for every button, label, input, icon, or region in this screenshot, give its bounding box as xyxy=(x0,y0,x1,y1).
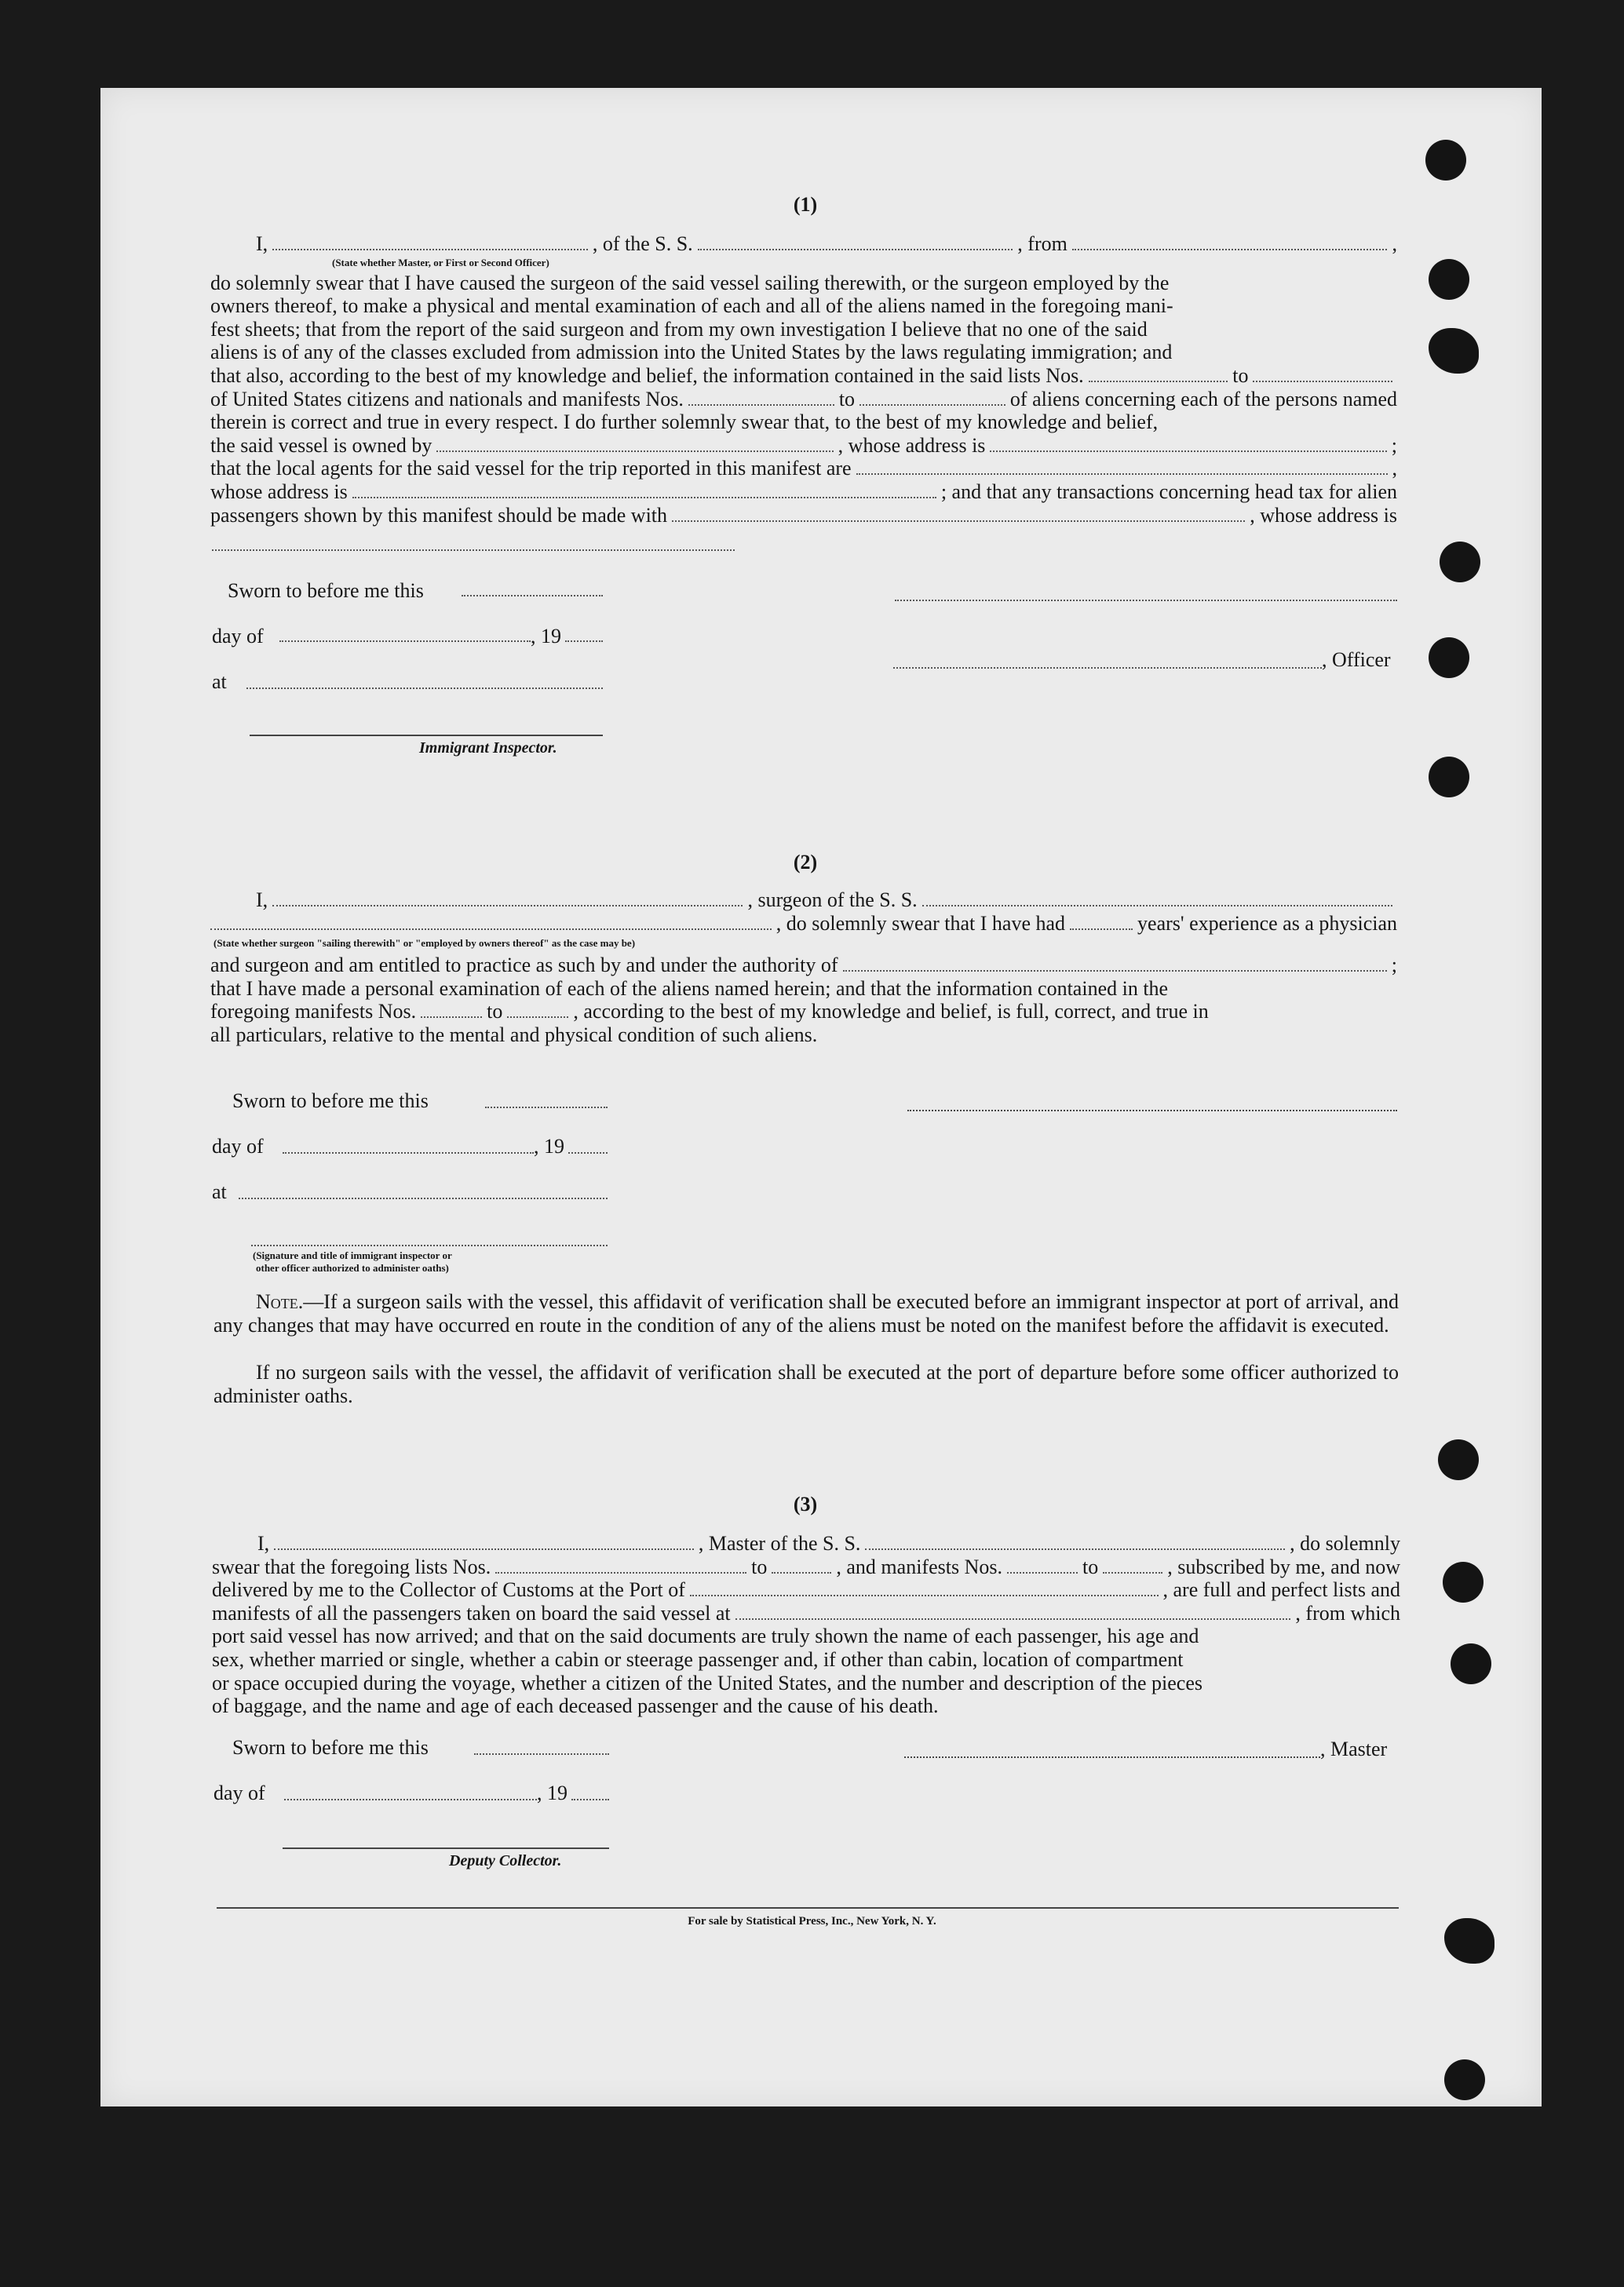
s2-manifests-to-field[interactable] xyxy=(507,1002,568,1018)
lists-from-field[interactable] xyxy=(1089,367,1228,382)
s1-line-owner: the said vessel is owned by , whose address is ; xyxy=(210,433,1397,457)
surgeon-status-field[interactable] xyxy=(210,914,772,930)
section-1-number: (1) xyxy=(793,193,818,216)
binder-hole xyxy=(1429,259,1469,300)
footer-imprint: For sale by Statistical Press, Inc., New York, N. Y. xyxy=(688,1915,936,1928)
s2-day-field[interactable] xyxy=(283,1152,534,1154)
s3-lists-to-field[interactable] xyxy=(772,1558,831,1574)
s1-day-field[interactable] xyxy=(279,640,531,642)
years-experience-field[interactable] xyxy=(1070,914,1133,930)
s1-year-label: , 19 xyxy=(531,625,561,647)
s1-officer-line[interactable] xyxy=(893,667,1322,669)
s2-manifests-from-field[interactable] xyxy=(421,1002,482,1018)
authority-field[interactable] xyxy=(843,956,1387,972)
s3-master-label: , Master xyxy=(1320,1738,1388,1760)
s1-at-label: at xyxy=(212,670,227,693)
boarding-port-field[interactable] xyxy=(735,1604,1291,1620)
s3-line-1: I, , Master of the S. S. , do solemnly xyxy=(257,1532,1400,1555)
s1-line-1: I, , of the S. S. , from , xyxy=(256,232,1397,255)
officer-name-field[interactable] xyxy=(272,235,588,250)
surgeon-name-field[interactable] xyxy=(272,891,743,906)
s1-text-line: owners thereof, to make a physical and mental examination of each and all of the aliens named in the foregoing mani- xyxy=(210,294,1173,318)
state-master-hint: (State whether Master, or First or Second Officer) xyxy=(332,256,549,268)
owner-field[interactable] xyxy=(436,436,833,452)
s3-line-3: delivered by me to the Collector of Customs at the Port of , are full and perfect lists and xyxy=(212,1578,1400,1602)
s3-master-signature-line[interactable] xyxy=(904,1756,1320,1758)
s3-year-label: , 19 xyxy=(537,1782,567,1804)
head-tax-address-field[interactable] xyxy=(212,549,735,551)
s1-inspector-signature-line[interactable] xyxy=(250,735,603,736)
s3-vessel-field[interactable] xyxy=(865,1534,1285,1550)
s1-text-line: fest sheets; that from the report of the said surgeon and from my own investigation I believe that no one of the said xyxy=(210,317,1148,341)
s1-signature-line[interactable] xyxy=(895,600,1397,601)
s2-inspector-signature-line[interactable] xyxy=(251,1245,608,1246)
s1-officer-label: , Officer xyxy=(1322,648,1391,671)
binder-hole xyxy=(1444,2059,1485,2100)
s3-year-field[interactable] xyxy=(571,1799,609,1800)
s3-deputy-signature-line[interactable] xyxy=(283,1847,609,1849)
s2-line-authority: and surgeon and am entitled to practice as such by and under the authority of ; xyxy=(210,954,1397,977)
s3-text-line: or space occupied during the voyage, whether a citizen of the United States, and the number and description of the pieces xyxy=(212,1671,1203,1694)
s3-line-4: manifests of all the passengers taken on board the said vessel at , from which xyxy=(212,1601,1400,1625)
s1-day-label: day of xyxy=(212,625,264,647)
s2-line-1: I, , surgeon of the S. S. xyxy=(210,888,1397,912)
s3-lists-from-field[interactable] xyxy=(495,1558,746,1574)
s2-signature-hint-2: other officer authorized to administer oaths) xyxy=(256,1262,449,1274)
manifests-to-field[interactable] xyxy=(859,390,1005,406)
s1-line-headtax: passengers shown by this manifest should be made with , whose address is xyxy=(210,503,1397,527)
s1-line-agents: that the local agents for the said vessel for the trip reported in this manifest are , xyxy=(210,457,1397,480)
section-2-body xyxy=(210,888,1397,1047)
s3-text-line: port said vessel has now arrived; and that on the said documents are truly shown the name of each passenger, his age and xyxy=(212,1625,1199,1648)
s1-inspector-label: Immigrant Inspector. xyxy=(419,739,557,757)
s3-day-label: day of xyxy=(213,1782,265,1804)
section-3-number: (3) xyxy=(793,1493,818,1516)
agent-address-field[interactable] xyxy=(352,483,936,498)
local-agents-field[interactable] xyxy=(856,459,1388,475)
section-2-note-2: If no surgeon sails with the vessel, the affidavit of verification shall be executed at the port of departure before some officer authorized to administer oaths. xyxy=(213,1361,1399,1407)
s2-signature-hint-1: (Signature and title of immigrant inspector or xyxy=(253,1249,452,1261)
s1-line-lists: that also, according to the best of my knowledge and belief, the information contained in the said lists Nos. to xyxy=(210,364,1397,388)
lists-to-field[interactable] xyxy=(1253,367,1392,382)
s2-year-field[interactable] xyxy=(568,1152,608,1154)
note-label: Note. xyxy=(256,1290,304,1313)
s2-text-line: all particulars, relative to the mental and physical condition of such aliens. xyxy=(210,1023,818,1046)
s2-year-label: , 19 xyxy=(534,1135,564,1158)
s1-text-line: aliens is of any of the classes excluded from admission into the United States by the laws regulating immigration; and xyxy=(210,341,1173,364)
binder-hole xyxy=(1438,1439,1479,1480)
manifests-from-field[interactable] xyxy=(688,390,834,406)
footer-rule xyxy=(217,1907,1399,1909)
s2-line-2: , do solemnly swear that I have had years' experience as a physician xyxy=(210,912,1397,936)
section-2-note xyxy=(213,1290,1399,1337)
s2-text-line: that I have made a personal examination of each of the aliens named herein; and that the information contained in the xyxy=(210,976,1169,1000)
note-text: —If a surgeon sails with the vessel, this affidavit of verification shall be executed before an immigrant inspector at port of arrival, and any changes that may have occurred en route in the condition of any of the aliens must be noted on the manifest before the affidavit is executed. xyxy=(213,1290,1399,1337)
binder-hole xyxy=(1425,140,1466,181)
head-tax-party-field[interactable] xyxy=(672,506,1245,522)
s1-text-line: do solemnly swear that I have caused the surgeon of the said vessel sailing therewith, or the surgeon employed by the xyxy=(210,271,1170,294)
s2-day-label: day of xyxy=(212,1135,264,1158)
s3-sworn-label: Sworn to before me this xyxy=(232,1736,429,1759)
section-3-body xyxy=(212,1532,1400,1718)
s3-text-line: sex, whether married or single, whether a cabin or steerage passenger and, if other than cabin, location of compartment xyxy=(212,1647,1184,1671)
from-port-field[interactable] xyxy=(1072,235,1388,250)
s2-vessel-field[interactable] xyxy=(922,891,1392,906)
s2-sworn-date-field[interactable] xyxy=(485,1107,608,1108)
s1-line-agent-address: whose address is ; and that any transactions concerning head tax for alien xyxy=(210,480,1397,503)
surgeon-status-hint: (State whether surgeon "sailing therewith" or "employed by owners thereof" as the case may be) xyxy=(213,937,636,950)
s3-sworn-date-field[interactable] xyxy=(474,1753,609,1755)
s3-day-field[interactable] xyxy=(284,1799,537,1800)
s2-signature-line[interactable] xyxy=(907,1110,1397,1111)
s3-manifests-from-field[interactable] xyxy=(1007,1558,1078,1574)
s3-manifests-to-field[interactable] xyxy=(1103,1558,1162,1574)
binder-hole xyxy=(1443,1562,1483,1603)
vessel-name-field[interactable] xyxy=(698,235,1013,250)
port-field[interactable] xyxy=(690,1581,1159,1596)
owner-address-field[interactable] xyxy=(990,436,1386,452)
s1-text-line: therein is correct and true in every respect. I do further solemnly swear that, to the best of my knowledge and belief, xyxy=(210,410,1159,434)
s1-sworn-date-field[interactable] xyxy=(462,595,603,596)
s2-sworn-label: Sworn to before me this xyxy=(232,1089,429,1112)
s3-line-2: swear that the foregoing lists Nos. to , and manifests Nos. to , subscribed by me, and now xyxy=(212,1555,1400,1578)
binder-hole xyxy=(1451,1643,1491,1684)
s2-line-manifests: foregoing manifests Nos. to , according to the best of my knowledge and belief, is full, correct, and true in xyxy=(210,1000,1209,1023)
s2-at-field[interactable] xyxy=(239,1198,608,1199)
binder-hole xyxy=(1429,637,1469,678)
s1-line-manifests: of United States citizens and nationals and manifests Nos. to of aliens concerning each of the persons named xyxy=(210,387,1398,410)
binder-hole xyxy=(1440,542,1480,582)
s1-at-field[interactable] xyxy=(246,688,603,689)
s1-sworn-label: Sworn to before me this xyxy=(228,579,424,602)
s3-deputy-label: Deputy Collector. xyxy=(449,1852,562,1869)
section-1-body xyxy=(210,232,1397,527)
master-name-field[interactable] xyxy=(274,1534,694,1550)
s1-year-field[interactable] xyxy=(565,640,603,642)
binder-hole xyxy=(1429,757,1469,797)
s3-text-line: of baggage, and the name and age of each deceased passenger and the cause of his death. xyxy=(212,1694,939,1718)
section-2-number: (2) xyxy=(793,851,818,874)
s2-at-label: at xyxy=(212,1180,227,1203)
